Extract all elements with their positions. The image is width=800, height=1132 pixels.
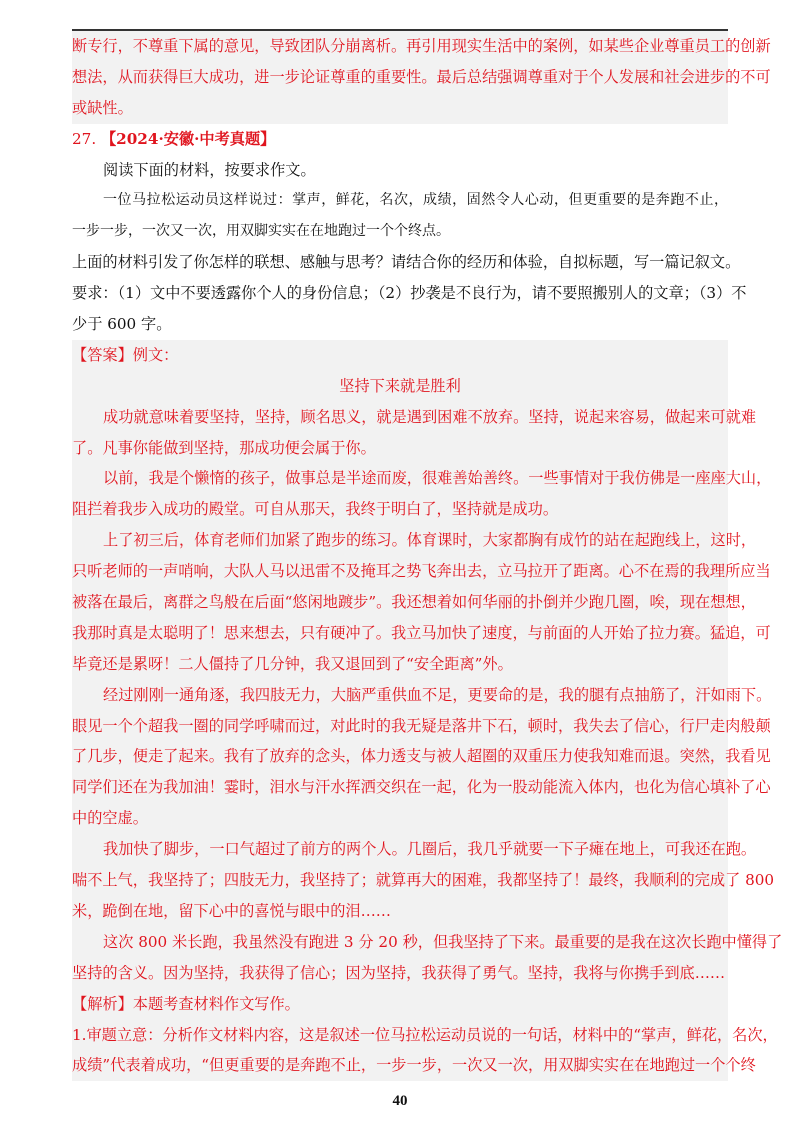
text-line: 成绩”代表着成功，“但更重要的是奔跑不止，一步一步，一次又一次，用双脚实实在在地跑过一个个终 (72, 1056, 756, 1075)
text-line: 同学们还在为我加油！霎时，泪水与汗水挥洒交织在一起，化为一股动能流入体内，也化为信心填补了心 (72, 778, 771, 797)
question-header-block (72, 124, 728, 155)
section-text: 例文： (132, 345, 179, 364)
text-line: 我加快了脚步，一口气超过了前方的两个人。几圈后，我几乎就要一下子瘫在地上，可我还在跑。 (103, 840, 757, 859)
text-line: 只听老师的一声哨响，大队人马以迅雷不及掩耳之势飞奔出去，立马拉开了距离。心不在焉的我理所应当 (72, 562, 771, 581)
text-line: 米，跪倒在地，留下心中的喜悦与眼中的泪…… (72, 901, 391, 920)
prompt-block (72, 247, 747, 340)
section-text: 本题考查材料作文写作。 (132, 994, 300, 1013)
text-line: 眼见一个个超我一圈的同学呼啸而过，对此时的我无疑是落井下石，顿时，我失去了信心，行尸走肉般颠 (72, 716, 771, 735)
text-line: 成功就意味着要坚持，坚持，顾名思义，就是遇到困难不放弃。坚持，说起来容易，做起来可就难 (103, 407, 757, 426)
section-tag: 【解析】 (72, 994, 133, 1013)
text-line: 或缺性。 (72, 98, 133, 117)
text-line: 阻拦着我步入成功的殿堂。可自从那天，我终于明白了，坚持就是成功。 (72, 500, 558, 519)
text-line (72, 124, 728, 155)
text-line: 毕竟还是累呀！二人僵持了几分钟，我又退回到了“安全距离”外。 (72, 654, 513, 673)
text-line: 了。凡事你能做到坚持，那成功便会属于你。 (72, 438, 376, 457)
text-line: 1.审题立意：分析作文材料内容，这是叙述一位马拉松运动员说的一句话，材料中的“掌声，鲜花，名次， (72, 1025, 778, 1044)
text-line (72, 340, 728, 371)
text-line: 阅读下面的材料，按要求作文。 (103, 160, 316, 179)
question-number: 27. (72, 129, 97, 148)
page-number: 40 (392, 1093, 408, 1109)
text-line: 我那时真是太聪明了！思来想去，只有硬冲了。我立马加快了速度，与前面的人开始了拉力赛。猛追，可 (72, 623, 771, 642)
text-line: 断专行，不尊重下属的意见，导致团队分崩离析。再引用现实生活中的案例，如某些企业尊重员工的创新 (72, 37, 771, 55)
essay-title: 坚持下来就是胜利 (339, 376, 461, 395)
document-page (72, 31, 783, 1081)
material-block (72, 185, 728, 247)
text-line: 要求：（1）文中不要透露你个人的身份信息；（2）抄袭是不良行为，请不要照搬别人的文章；（3）不 (72, 284, 747, 303)
text-line: 经过刚刚一通角逐，我四肢无力，大脑严重供血不足，更要命的是，我的腿有点抽筋了，汗如雨下。 (103, 685, 772, 704)
text-line: 中的空虚。 (72, 809, 148, 828)
text-line: 以前，我是个懒惰的孩子，做事总是半途而废，很难善始善终。一些事情对于我仿佛是一座座大山， (103, 469, 772, 488)
text-line: 被落在最后，离群之鸟般在后面“悠闲地踱步”。我还想着如何华丽的扑倒并少跑几圈，唉，现在想想， (72, 593, 756, 612)
text-line: 少于 600 字。 (72, 315, 172, 334)
text-line (72, 989, 728, 1020)
text-line: 上面的材料引发了你怎样的联想、感触与思考？请结合你的经历和体验，自拟标题，写一篇记叙文。 (72, 253, 741, 272)
text-line: 这次 800 米长跑，我虽然没有跑进 3 分 20 秒，但我坚持了下来。最重要的是我在这次长跑中懂得了 (103, 932, 783, 951)
text-line: 一位马拉松运动员这样说过：掌声，鲜花，名次，成绩，固然令人心动，但更重要的是奔跑不止， (103, 192, 728, 209)
answer-block (72, 340, 783, 1081)
text-line: 喘不上气，我坚持了；四肢无力，我坚持了；就算再大的困难，我都坚持了！最终，我顺利的完成了 800 (72, 871, 775, 890)
text-line: 坚持的含义。因为坚持，我获得了信心；因为坚持，我获得了勇气。坚持，我将与你携手到底…… (72, 963, 726, 982)
section-tag: 【答案】 (72, 345, 133, 364)
text-line: 了几步，便走了起来。我有了放弃的念头，体力透支与被人超圈的双重压力使我知难而退。突然，我看见 (72, 747, 771, 766)
instruction-block (72, 155, 728, 186)
answer-continued-block (72, 29, 771, 124)
text-line: 上了初三后，体育老师们加紧了跑步的练习。体育课时，大家都胸有成竹的站在起跑线上，这时， (103, 531, 757, 550)
text-line: 一步一步，一次又一次，用双脚实实在在地跑过一个个终点。 (72, 223, 450, 240)
question-source-tag: 【2024·安徽·中考真题】 (100, 129, 276, 148)
text-line: 想法，从而获得巨大成功，进一步论证尊重的重要性。最后总结强调尊重对于个人发展和社会进步的不可 (72, 67, 771, 86)
